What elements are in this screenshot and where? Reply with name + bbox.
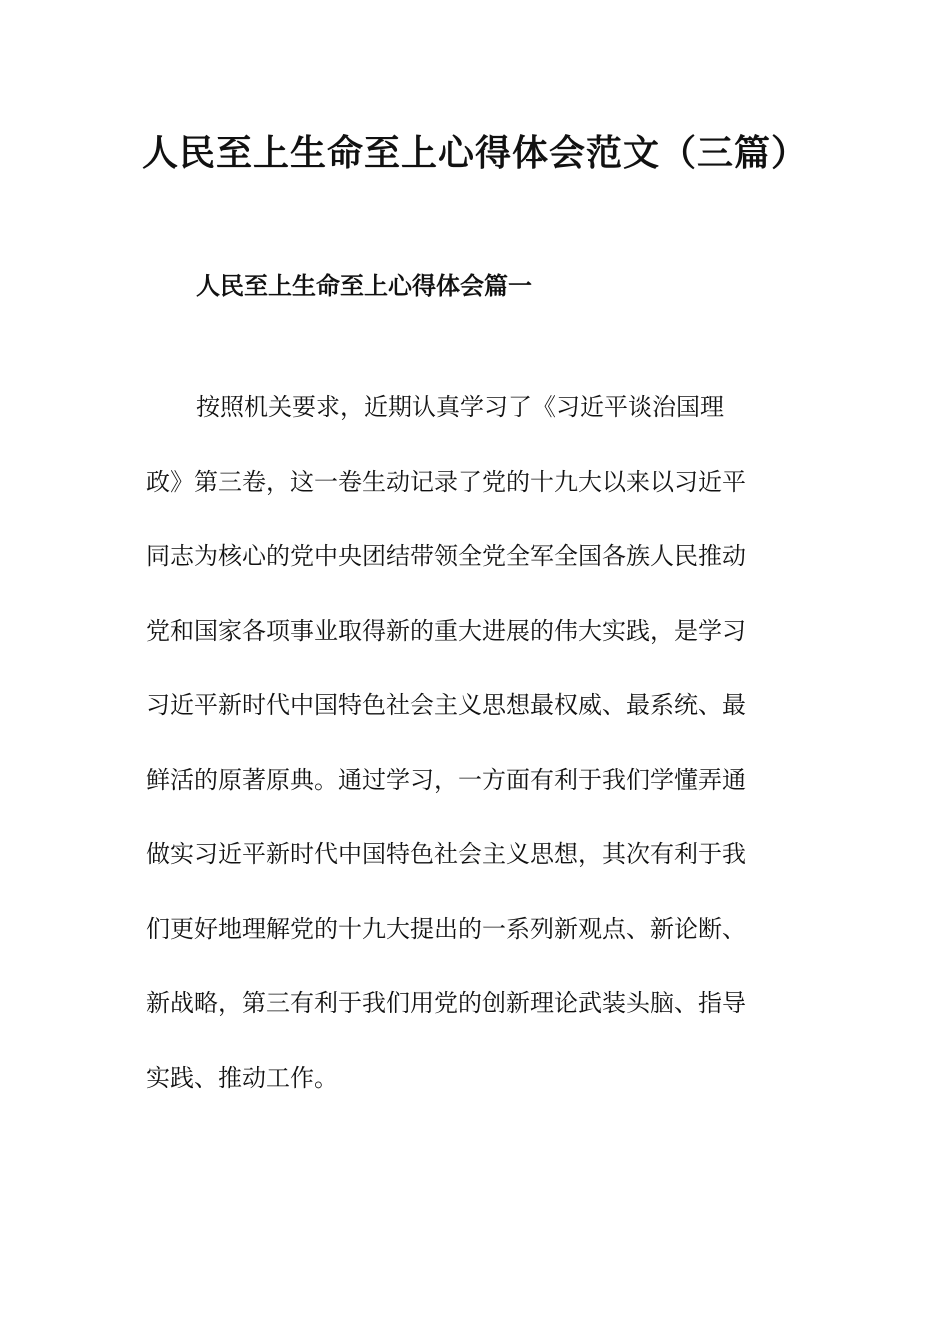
paragraph-line: 鲜活的原著原典。通过学习，一方面有利于我们学懂弄通 bbox=[146, 765, 746, 794]
paragraph-line: 做实习近平新时代中国特色社会主义思想，其次有利于我 bbox=[146, 840, 746, 868]
paragraph-line: 按照机关要求，近期认真学习了《习近平谈治国理 bbox=[196, 393, 724, 421]
paragraph-line: 政》第三卷，这一卷生动记录了党的十九大以来以习近平 bbox=[146, 467, 746, 496]
body-paragraph bbox=[146, 370, 782, 1115]
paragraph-line: 实践、推动工作。 bbox=[146, 1063, 338, 1092]
paragraph-line: 习近平新时代中国特色社会主义思想最权威、最系统、最 bbox=[146, 691, 746, 719]
paragraph-line: 新战略，第三有利于我们用党的创新理论武装头脑、指导 bbox=[146, 989, 746, 1017]
section-heading: 人民至上生命至上心得体会篇一 bbox=[196, 272, 532, 300]
paragraph-line: 同志为核心的党中央团结带领全党全军全国各族人民推动 bbox=[146, 542, 746, 570]
document-title: 人民至上生命至上心得体会范文（三篇） bbox=[141, 132, 808, 174]
paragraph-line: 们更好地理解党的十九大提出的一系列新观点、新论断、 bbox=[146, 914, 746, 943]
paragraph-line: 党和国家各项事业取得新的重大进展的伟大实践，是学习 bbox=[146, 616, 746, 645]
